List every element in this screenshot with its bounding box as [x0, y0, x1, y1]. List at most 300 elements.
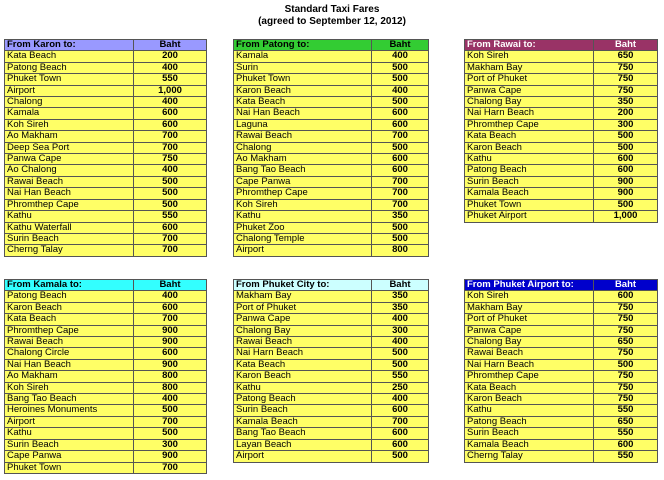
table-row	[5, 462, 207, 473]
fare-cell: 500	[594, 199, 658, 210]
table-row	[465, 211, 658, 222]
table-row	[465, 382, 658, 393]
fare-cell: 500	[372, 451, 429, 462]
destination-cell: Port of Phuket	[234, 302, 372, 313]
table-row	[234, 154, 429, 165]
destination-cell: Patong Beach	[234, 394, 372, 405]
fare-cell: 800	[372, 245, 429, 256]
table-header-baht: Baht	[594, 280, 658, 291]
fare-cell: 700	[134, 142, 207, 153]
fare-cell: 750	[594, 85, 658, 96]
fare-table-rawai	[464, 39, 658, 223]
destination-cell: Cherng Talay	[5, 245, 134, 256]
fare-cell: 900	[594, 188, 658, 199]
destination-cell: Kata Beach	[465, 382, 594, 393]
table-row	[5, 119, 207, 130]
table-row	[234, 119, 429, 130]
destination-cell: Patong Beach	[5, 291, 134, 302]
fare-cell: 700	[134, 314, 207, 325]
table-row	[5, 439, 207, 450]
destination-cell: Kata Beach	[5, 51, 134, 62]
destination-cell: Karon Beach	[465, 142, 594, 153]
fare-cell: 750	[594, 371, 658, 382]
table-row	[465, 359, 658, 370]
fare-cell: 750	[594, 302, 658, 313]
table-row	[234, 245, 429, 256]
destination-cell: Surin	[234, 62, 372, 73]
table-header-origin: From Patong to:	[234, 40, 372, 51]
table-row	[465, 439, 658, 450]
destination-cell: Phromthep Cape	[465, 119, 594, 130]
fare-cell: 600	[372, 119, 429, 130]
table-row	[465, 176, 658, 187]
table-row	[5, 85, 207, 96]
table-row	[5, 108, 207, 119]
table-row	[234, 199, 429, 210]
destination-cell: Rawai Beach	[234, 131, 372, 142]
destination-cell: Nai Han Beach	[5, 188, 134, 199]
fare-cell: 300	[134, 439, 207, 450]
fare-cell: 300	[594, 119, 658, 130]
fare-cell: 750	[594, 62, 658, 73]
fare-cell: 600	[594, 154, 658, 165]
destination-cell: Panwa Cape	[465, 85, 594, 96]
table-row	[234, 188, 429, 199]
fare-cell: 500	[134, 199, 207, 210]
fare-cell: 900	[134, 337, 207, 348]
fare-table-airport	[464, 279, 658, 463]
fare-cell: 1,000	[134, 85, 207, 96]
fare-cell: 800	[134, 371, 207, 382]
fare-cell: 400	[372, 394, 429, 405]
destination-cell: Ao Makham	[5, 131, 134, 142]
destination-cell: Kathu	[234, 382, 372, 393]
destination-cell: Rawai Beach	[5, 337, 134, 348]
destination-cell: Chalong Temple	[234, 233, 372, 244]
fare-cell: 600	[134, 222, 207, 233]
table-row	[465, 74, 658, 85]
fare-cell: 500	[372, 74, 429, 85]
table-row	[234, 211, 429, 222]
destination-cell: Cherng Talay	[465, 451, 594, 462]
destination-cell: Rawai Beach	[234, 337, 372, 348]
destination-cell: Cape Panwa	[5, 451, 134, 462]
fare-cell: 400	[134, 62, 207, 73]
table-row	[465, 62, 658, 73]
destination-cell: Airport	[5, 416, 134, 427]
destination-cell: Surin Beach	[5, 233, 134, 244]
destination-cell: Nai Han Beach	[5, 359, 134, 370]
fare-cell: 500	[372, 348, 429, 359]
table-row	[465, 302, 658, 313]
fare-cell: 400	[134, 165, 207, 176]
table-row	[465, 199, 658, 210]
destination-cell: Koh Sireh	[5, 382, 134, 393]
table-row	[465, 154, 658, 165]
destination-cell: Kamala	[5, 108, 134, 119]
table-row	[234, 302, 429, 313]
table-header-origin: From Phuket City to:	[234, 280, 372, 291]
destination-cell: Phuket Town	[5, 462, 134, 473]
destination-cell: Nai Harn Beach	[465, 108, 594, 119]
destination-cell: Surin Beach	[465, 176, 594, 187]
destination-cell: Nai Harn Beach	[465, 359, 594, 370]
fare-cell: 600	[372, 108, 429, 119]
table-row	[465, 451, 658, 462]
destination-cell: Makham Bay	[465, 302, 594, 313]
destination-cell: Karon Beach	[465, 394, 594, 405]
table-row	[234, 382, 429, 393]
table-row	[465, 119, 658, 130]
destination-cell: Phromthep Cape	[5, 325, 134, 336]
fare-cell: 800	[134, 382, 207, 393]
destination-cell: Kata Beach	[465, 131, 594, 142]
fare-cell: 500	[372, 142, 429, 153]
table-row	[234, 394, 429, 405]
fare-cell: 700	[134, 462, 207, 473]
destination-cell: Airport	[5, 85, 134, 96]
table-row	[5, 142, 207, 153]
destination-cell: Surin Beach	[234, 405, 372, 416]
table-row	[465, 337, 658, 348]
destination-cell: Chalong	[5, 97, 134, 108]
destination-cell: Airport	[234, 451, 372, 462]
destination-cell: Phuket Zoo	[234, 222, 372, 233]
destination-cell: Bang Tao Beach	[234, 165, 372, 176]
destination-cell: Panwa Cape	[465, 325, 594, 336]
table-header-baht: Baht	[134, 280, 207, 291]
destination-cell: Kathu Waterfall	[5, 222, 134, 233]
fare-cell: 400	[372, 337, 429, 348]
destination-cell: Patong Beach	[5, 62, 134, 73]
table-row	[5, 233, 207, 244]
destination-cell: Phuket Town	[234, 74, 372, 85]
destination-cell: Deep Sea Port	[5, 142, 134, 153]
table-row	[465, 51, 658, 62]
fare-cell: 600	[594, 291, 658, 302]
table-row	[5, 291, 207, 302]
fare-cell: 700	[372, 131, 429, 142]
fare-cell: 750	[594, 394, 658, 405]
table-header-baht: Baht	[134, 40, 207, 51]
table-row	[465, 416, 658, 427]
fare-cell: 500	[134, 428, 207, 439]
fare-cell: 600	[372, 154, 429, 165]
table-row	[5, 405, 207, 416]
fare-cell: 750	[594, 74, 658, 85]
table-header-origin: From Phuket Airport to:	[465, 280, 594, 291]
fare-cell: 500	[372, 62, 429, 73]
table-row	[465, 394, 658, 405]
fare-cell: 750	[594, 325, 658, 336]
destination-cell: Chalong Circle	[5, 348, 134, 359]
fare-cell: 750	[594, 348, 658, 359]
table-row	[234, 428, 429, 439]
destination-cell: Patong Beach	[465, 165, 594, 176]
table-row	[5, 211, 207, 222]
table-row	[465, 188, 658, 199]
destination-cell: Kathu	[5, 428, 134, 439]
table-row	[234, 176, 429, 187]
destination-cell: Patong Beach	[465, 416, 594, 427]
fare-cell: 600	[134, 108, 207, 119]
fare-table-city	[233, 279, 429, 463]
fare-cell: 700	[372, 416, 429, 427]
destination-cell: Panwa Cape	[5, 154, 134, 165]
destination-cell: Rawai Beach	[465, 348, 594, 359]
fare-cell: 400	[372, 314, 429, 325]
fare-cell: 500	[594, 359, 658, 370]
fare-cell: 300	[372, 325, 429, 336]
destination-cell: Kamala	[234, 51, 372, 62]
table-header-baht: Baht	[372, 280, 429, 291]
table-row	[5, 154, 207, 165]
destination-cell: Surin Beach	[5, 439, 134, 450]
destination-cell: Makham Bay	[234, 291, 372, 302]
destination-cell: Koh Sireh	[465, 291, 594, 302]
table-row	[234, 62, 429, 73]
table-row	[465, 348, 658, 359]
fare-cell: 600	[134, 348, 207, 359]
fare-cell: 550	[594, 451, 658, 462]
destination-cell: Port of Phuket	[465, 314, 594, 325]
destination-cell: Kata Beach	[234, 359, 372, 370]
fare-cell: 550	[372, 371, 429, 382]
destination-cell: Heroines Monuments	[5, 405, 134, 416]
table-row	[465, 131, 658, 142]
fare-cell: 500	[372, 233, 429, 244]
destination-cell: Kathu	[5, 211, 134, 222]
fare-cell: 900	[134, 359, 207, 370]
destination-cell: Chalong Bay	[465, 97, 594, 108]
destination-cell: Laguna	[234, 119, 372, 130]
fare-cell: 250	[372, 382, 429, 393]
table-row	[234, 233, 429, 244]
table-header-origin: From Rawai to:	[465, 40, 594, 51]
fare-cell: 500	[594, 142, 658, 153]
table-row	[5, 314, 207, 325]
destination-cell: Ao Chalong	[5, 165, 134, 176]
table-row	[234, 325, 429, 336]
fare-cell: 650	[594, 416, 658, 427]
table-row	[234, 439, 429, 450]
destination-cell: Karon Beach	[234, 85, 372, 96]
table-row	[5, 428, 207, 439]
table-row	[465, 371, 658, 382]
destination-cell: Kata Beach	[5, 314, 134, 325]
fare-cell: 600	[134, 119, 207, 130]
fare-cell: 750	[594, 382, 658, 393]
table-row	[234, 131, 429, 142]
fare-cell: 750	[134, 154, 207, 165]
table-header-row	[234, 280, 429, 291]
fare-cell: 350	[372, 291, 429, 302]
table-header-origin: From Kamala to:	[5, 280, 134, 291]
table-header-row	[5, 40, 207, 51]
fare-cell: 350	[372, 211, 429, 222]
destination-cell: Kathu	[234, 211, 372, 222]
table-row	[465, 97, 658, 108]
destination-cell: Phromthep Cape	[5, 199, 134, 210]
destination-cell: Chalong Bay	[465, 337, 594, 348]
destination-cell: Chalong	[234, 142, 372, 153]
fare-cell: 900	[594, 176, 658, 187]
fare-cell: 600	[372, 165, 429, 176]
destination-cell: Port of Phuket	[465, 74, 594, 85]
fare-cell: 600	[372, 405, 429, 416]
fare-cell: 550	[594, 405, 658, 416]
destination-cell: Ao Makham	[234, 154, 372, 165]
fare-cell: 600	[594, 439, 658, 450]
table-row	[5, 131, 207, 142]
table-row	[5, 188, 207, 199]
table-row	[5, 199, 207, 210]
destination-cell: Karon Beach	[234, 371, 372, 382]
fare-cell: 350	[594, 97, 658, 108]
destination-cell: Karon Beach	[5, 302, 134, 313]
table-row	[5, 416, 207, 427]
fare-cell: 500	[134, 188, 207, 199]
destination-cell: Phromthep Cape	[234, 188, 372, 199]
table-header-baht: Baht	[594, 40, 658, 51]
fare-cell: 350	[372, 302, 429, 313]
destination-cell: Phuket Town	[5, 74, 134, 85]
table-header-row	[465, 40, 658, 51]
fare-cell: 400	[372, 85, 429, 96]
destination-cell: Nai Harn Beach	[234, 348, 372, 359]
fare-cell: 750	[594, 314, 658, 325]
destination-cell: Ao Makham	[5, 371, 134, 382]
destination-cell: Kathu	[465, 405, 594, 416]
destination-cell: Kata Beach	[234, 97, 372, 108]
destination-cell: Bang Tao Beach	[5, 394, 134, 405]
fare-cell: 200	[134, 51, 207, 62]
table-row	[465, 325, 658, 336]
destination-cell: Airport	[234, 245, 372, 256]
fare-cell: 600	[372, 428, 429, 439]
fare-cell: 550	[594, 428, 658, 439]
destination-cell: Rawai Beach	[5, 176, 134, 187]
fare-cell: 500	[134, 176, 207, 187]
table-row	[5, 371, 207, 382]
fare-cell: 1,000	[594, 211, 658, 222]
table-row	[234, 108, 429, 119]
destination-cell: Chalong Bay	[234, 325, 372, 336]
destination-cell: Makham Bay	[465, 62, 594, 73]
fare-cell: 600	[594, 165, 658, 176]
table-row	[5, 176, 207, 187]
table-row	[234, 97, 429, 108]
fare-cell: 700	[134, 131, 207, 142]
table-row	[5, 451, 207, 462]
table-row	[234, 222, 429, 233]
fare-cell: 600	[372, 439, 429, 450]
destination-cell: Surin Beach	[465, 428, 594, 439]
table-row	[465, 108, 658, 119]
table-row	[234, 314, 429, 325]
table-row	[465, 428, 658, 439]
destination-cell: Phromthep Cape	[465, 371, 594, 382]
table-row	[234, 371, 429, 382]
table-row	[234, 85, 429, 96]
table-row	[234, 451, 429, 462]
fare-cell: 600	[134, 302, 207, 313]
table-row	[234, 359, 429, 370]
fare-cell: 900	[134, 325, 207, 336]
table-header-origin: From Karon to:	[5, 40, 134, 51]
fare-cell: 500	[594, 131, 658, 142]
table-header-row	[5, 280, 207, 291]
destination-cell: Phuket Airport	[465, 211, 594, 222]
table-row	[234, 291, 429, 302]
table-header-row	[234, 40, 429, 51]
fare-cell: 650	[594, 337, 658, 348]
fare-cell: 700	[134, 416, 207, 427]
fare-cell: 650	[594, 51, 658, 62]
fare-cell: 550	[134, 211, 207, 222]
table-row	[5, 382, 207, 393]
table-row	[234, 416, 429, 427]
table-row	[465, 142, 658, 153]
destination-cell: Bang Tao Beach	[234, 428, 372, 439]
table-row	[5, 51, 207, 62]
table-row	[5, 74, 207, 85]
fare-cell: 700	[134, 245, 207, 256]
fare-cell: 700	[372, 176, 429, 187]
destination-cell: Koh Sireh	[5, 119, 134, 130]
fare-cell: 700	[134, 233, 207, 244]
table-row	[5, 325, 207, 336]
table-row	[5, 245, 207, 256]
table-row	[465, 314, 658, 325]
fare-cell: 550	[134, 74, 207, 85]
fare-cell: 700	[372, 199, 429, 210]
table-row	[5, 222, 207, 233]
fare-table-karon	[4, 39, 207, 257]
fare-table-patong	[233, 39, 429, 257]
table-row	[465, 291, 658, 302]
table-row	[465, 85, 658, 96]
table-row	[465, 405, 658, 416]
page-subtitle: (agreed to September 12, 2012)	[258, 16, 406, 27]
fare-cell: 700	[372, 188, 429, 199]
table-row	[234, 165, 429, 176]
destination-cell: Layan Beach	[234, 439, 372, 450]
fare-cell: 400	[134, 97, 207, 108]
destination-cell: Nai Han Beach	[234, 108, 372, 119]
destination-cell: Koh Sireh	[465, 51, 594, 62]
fare-cell: 200	[594, 108, 658, 119]
fare-cell: 500	[372, 222, 429, 233]
table-row	[5, 62, 207, 73]
page-title: Standard Taxi Fares	[284, 4, 380, 15]
table-row	[5, 394, 207, 405]
destination-cell: Kamala Beach	[465, 188, 594, 199]
table-row	[5, 165, 207, 176]
fare-cell: 500	[372, 97, 429, 108]
table-row	[234, 74, 429, 85]
destination-cell: Panwa Cape	[234, 314, 372, 325]
destination-cell: Kamala Beach	[234, 416, 372, 427]
fare-cell: 500	[134, 405, 207, 416]
table-header-row	[465, 280, 658, 291]
table-row	[234, 348, 429, 359]
table-row	[5, 97, 207, 108]
table-row	[5, 348, 207, 359]
fare-cell: 500	[372, 359, 429, 370]
destination-cell: Koh Sireh	[234, 199, 372, 210]
destination-cell: Cape Panwa	[234, 176, 372, 187]
